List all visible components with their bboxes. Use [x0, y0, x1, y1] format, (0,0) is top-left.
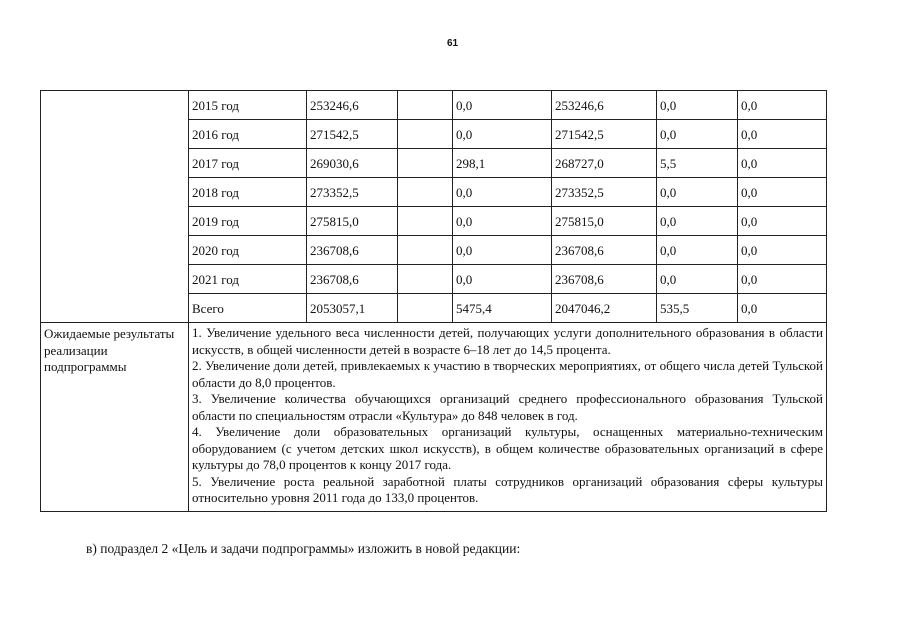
source-cell-4: 5475,4: [453, 294, 552, 323]
source-cell-5: 275815,0: [552, 207, 657, 236]
source-cell-7: 0,0: [738, 207, 827, 236]
blank-label-cell: [41, 91, 189, 323]
result-item-5: 5. Увеличение роста реальной заработной платы сотрудников организаций образования сферы культуры относительно уровня 2011 года до 133,0 процентов.: [192, 473, 823, 505]
year-cell: 2021 год: [189, 265, 307, 294]
total-cell: 269030,6: [307, 149, 398, 178]
source-cell-5: 253246,6: [552, 91, 657, 120]
total-cell: 275815,0: [307, 207, 398, 236]
source-cell-3: [398, 294, 453, 323]
source-cell-6: 0,0: [657, 120, 738, 149]
page-number: 61: [446, 38, 459, 49]
source-cell-5: 271542,5: [552, 120, 657, 149]
source-cell-3: [398, 236, 453, 265]
source-cell-5: 2047046,2: [552, 294, 657, 323]
year-cell: 2016 год: [189, 120, 307, 149]
source-cell-6: 0,0: [657, 207, 738, 236]
total-cell: 253246,6: [307, 91, 398, 120]
total-cell: 236708,6: [307, 236, 398, 265]
source-cell-3: [398, 265, 453, 294]
source-cell-4: 0,0: [453, 236, 552, 265]
source-cell-5: 236708,6: [552, 265, 657, 294]
source-cell-4: 0,0: [453, 207, 552, 236]
total-cell: 271542,5: [307, 120, 398, 149]
source-cell-6: 535,5: [657, 294, 738, 323]
source-cell-7: 0,0: [738, 265, 827, 294]
year-cell: Всего: [189, 294, 307, 323]
source-cell-6: 0,0: [657, 265, 738, 294]
source-cell-3: [398, 149, 453, 178]
funding-table: [40, 90, 827, 512]
result-item-4: 4. Увеличение доли образовательных организаций культуры, оснащенных материально-техническим оборудованием (с учетом детских школ искусств), в общем количестве образовательных организаций в сфере культуры до 78,0 процентов к концу 2017 года.: [192, 424, 823, 472]
year-cell: 2015 год: [189, 91, 307, 120]
source-cell-6: 0,0: [657, 91, 738, 120]
source-cell-7: 0,0: [738, 120, 827, 149]
source-cell-3: [398, 207, 453, 236]
expected-results-list: [189, 323, 827, 512]
source-cell-7: 0,0: [738, 236, 827, 265]
source-cell-4: 0,0: [453, 120, 552, 149]
result-item-2: 2. Увеличение доли детей, привлекаемых к участию в творческих мероприятиях, от общего числа детей Тульской области до 8,0 процентов.: [192, 358, 823, 390]
total-cell: 236708,6: [307, 265, 398, 294]
source-cell-7: 0,0: [738, 149, 827, 178]
table-row: [41, 91, 827, 120]
year-cell: 2017 год: [189, 149, 307, 178]
source-cell-4: 298,1: [453, 149, 552, 178]
source-cell-3: [398, 120, 453, 149]
source-cell-4: 0,0: [453, 265, 552, 294]
source-cell-5: 268727,0: [552, 149, 657, 178]
expected-results-label: Ожидаемые результаты реализации подпрограммы: [41, 323, 189, 512]
expected-results-row: [41, 323, 827, 512]
year-cell: 2020 год: [189, 236, 307, 265]
source-cell-5: 273352,5: [552, 178, 657, 207]
source-cell-3: [398, 178, 453, 207]
total-cell: 273352,5: [307, 178, 398, 207]
source-cell-4: 0,0: [453, 91, 552, 120]
source-cell-4: 0,0: [453, 178, 552, 207]
year-cell: 2018 год: [189, 178, 307, 207]
source-cell-6: 0,0: [657, 178, 738, 207]
year-cell: 2019 год: [189, 207, 307, 236]
source-cell-3: [398, 91, 453, 120]
source-cell-5: 236708,6: [552, 236, 657, 265]
source-cell-7: 0,0: [738, 91, 827, 120]
total-cell: 2053057,1: [307, 294, 398, 323]
result-item-1: 1. Увеличение удельного веса численности детей, получающих услуги дополнительного образования в области искусств, в общей численности детей в возрасте 6–18 лет до 14,5 процента.: [192, 325, 823, 357]
source-cell-7: 0,0: [738, 178, 827, 207]
footer-instruction: в) подраздел 2 «Цель и задачи подпрограммы» изложить в новой редакции:: [86, 541, 521, 556]
source-cell-6: 5,5: [657, 149, 738, 178]
result-item-3: 3. Увеличение количества обучающихся организаций среднего профессионального образования Тульской области по специальностям отрасли «Культура» до 848 человек в год.: [192, 391, 823, 423]
source-cell-7: 0,0: [738, 294, 827, 323]
source-cell-6: 0,0: [657, 236, 738, 265]
